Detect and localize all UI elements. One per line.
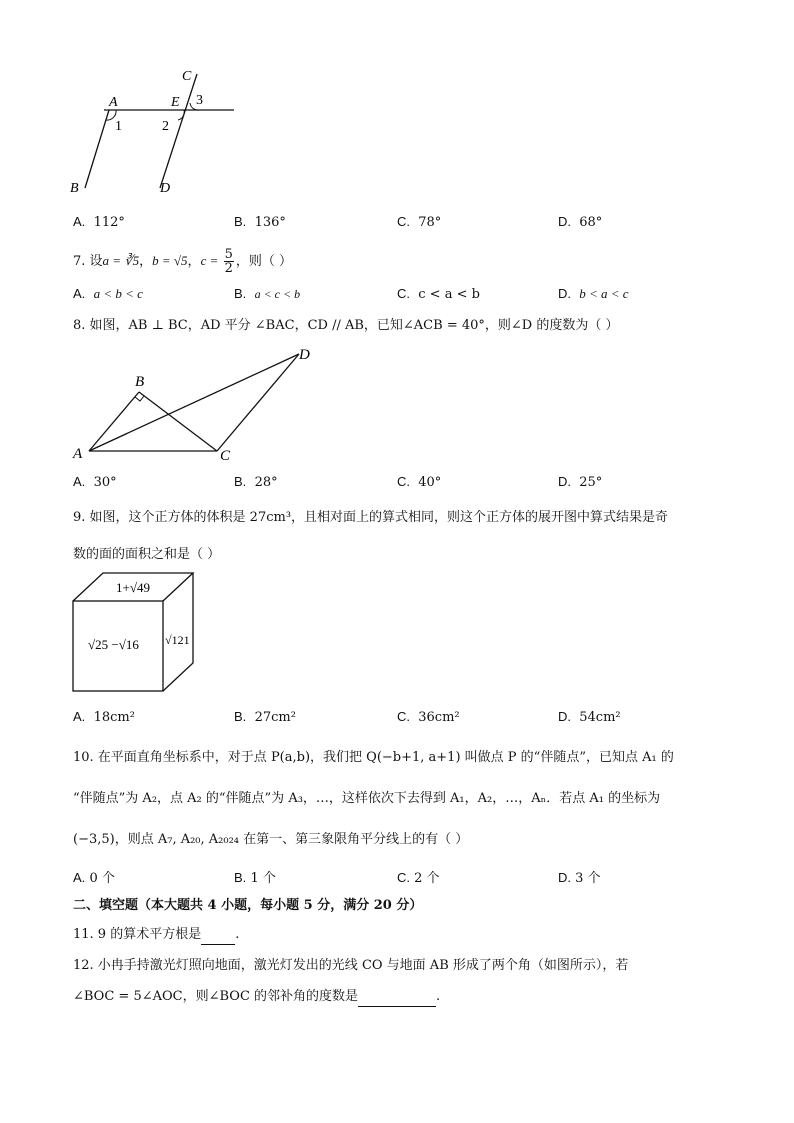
q8-option-b: B. 28° bbox=[234, 474, 278, 490]
q12-stem-line1: 12. 小冉手持激光灯照向地面，激光灯发出的光线 CO 与地面 AB 形成了两个角（如图所示），若 bbox=[73, 958, 629, 973]
q7-fraction: $\frac{5}{2}$ bbox=[224, 247, 233, 276]
label-b: B bbox=[135, 374, 145, 390]
q8-option-c: C. 40° bbox=[397, 474, 442, 490]
label-a: A bbox=[73, 446, 83, 462]
q10-stem-line1: 10. 在平面直角坐标系中，对于点 P(a,b)，我们把 Q(−b+1, a+1) 叫做点 P 的“伴随点”，已知点 A₁ 的 bbox=[73, 750, 674, 765]
q10-stem-line2: “伴随点”为 A₂，点 A₂ 的“伴随点”为 A₃，…，这样依次下去得到 A₁，A₂，…，Aₙ．若点 A₁ 的坐标为 bbox=[73, 791, 661, 806]
q6-option-a: A. 112° bbox=[73, 214, 125, 230]
label-d: D bbox=[299, 347, 310, 363]
q12-answer-blank[interactable] bbox=[358, 988, 436, 1007]
cube-top-text: 1+√49 bbox=[116, 580, 150, 595]
label-a: A bbox=[109, 95, 118, 110]
q9-stem-line1: 9. 如图，这个正方体的体积是 27cm³，且相对面上的算式相同，则这个正方体的展开图中算式结果是奇 bbox=[73, 510, 669, 525]
figure-q6-parallel-lines bbox=[60, 64, 250, 196]
angle-2-label: 2 bbox=[162, 119, 169, 134]
segment-ad bbox=[89, 354, 299, 451]
q8-option-d: D. 25° bbox=[558, 474, 603, 490]
label-b: B bbox=[70, 181, 79, 196]
q9-option-d: D. 54cm² bbox=[558, 709, 621, 725]
q10-option-c: C. 2 个 bbox=[397, 870, 440, 886]
q9-option-a: A. 18cm² bbox=[73, 709, 135, 725]
label-d: D bbox=[160, 181, 171, 196]
q10-option-d: D. 3 个 bbox=[558, 870, 601, 886]
q6-option-b: B. 136° bbox=[234, 214, 286, 230]
q7-option-d: D. b < a < c bbox=[558, 286, 629, 301]
figure-q9-cube bbox=[68, 570, 198, 696]
label-c: C bbox=[182, 69, 192, 84]
q7-option-a: A. a < b < c bbox=[73, 286, 143, 301]
cube-side-face bbox=[163, 573, 193, 691]
figure-q8-triangle bbox=[70, 340, 330, 465]
q6-option-d: D. 68° bbox=[558, 214, 603, 230]
angle-2-arc bbox=[178, 110, 184, 120]
line-ab bbox=[85, 110, 109, 188]
q9-option-b: B. 27cm² bbox=[234, 709, 296, 725]
label-e: E bbox=[171, 95, 180, 110]
q7-option-b: B. a < c < b bbox=[234, 286, 301, 301]
label-c: C bbox=[220, 448, 231, 464]
q10-option-b: B. 1 个 bbox=[234, 870, 276, 886]
segment-bc bbox=[139, 392, 217, 451]
q8-option-a: A. 30° bbox=[73, 474, 117, 490]
segment-cd bbox=[217, 354, 299, 451]
q9-stem-line2: 数的面的面积之和是（ ） bbox=[73, 547, 221, 562]
cube-front-text: √25 −√16 bbox=[88, 637, 139, 652]
q10-option-a: A. 0 个 bbox=[73, 870, 115, 886]
q10-stem-line3: (−3,5)，则点 A₇, A₂₀, A₂₀₂₄ 在第一、第三象限角平分线上的有（ ） bbox=[73, 832, 469, 847]
q7-stem: 7. 设a = ∛5，b = √5，c = $\frac{5}{2}$ ，则（ ） bbox=[73, 247, 293, 276]
segment-ab bbox=[89, 392, 139, 451]
section-2-heading: 二、填空题（本大题共 4 小题，每小题 5 分，满分 20 分） bbox=[73, 898, 423, 913]
q9-option-c: C. 36cm² bbox=[397, 709, 460, 725]
q7-option-c: C. c < a < b bbox=[397, 286, 480, 302]
cube-side-text: √121 bbox=[165, 633, 190, 647]
q8-stem: 8. 如图，AB ⊥ BC，AD 平分 ∠BAC，CD // AB，已知∠ACB = 40°，则∠D 的度数为（ ） bbox=[73, 318, 619, 333]
angle-1-label: 1 bbox=[115, 119, 122, 134]
angle-3-label: 3 bbox=[196, 93, 203, 108]
q11-answer-blank[interactable] bbox=[201, 926, 235, 945]
q11-stem: 11. 9 的算术平方根是 . bbox=[73, 926, 239, 945]
right-angle-mark bbox=[135, 396, 144, 401]
q12-stem-line2: ∠BOC = 5∠AOC，则∠BOC 的邻补角的度数是 . bbox=[73, 988, 440, 1007]
q6-option-c: C. 78° bbox=[397, 214, 442, 230]
